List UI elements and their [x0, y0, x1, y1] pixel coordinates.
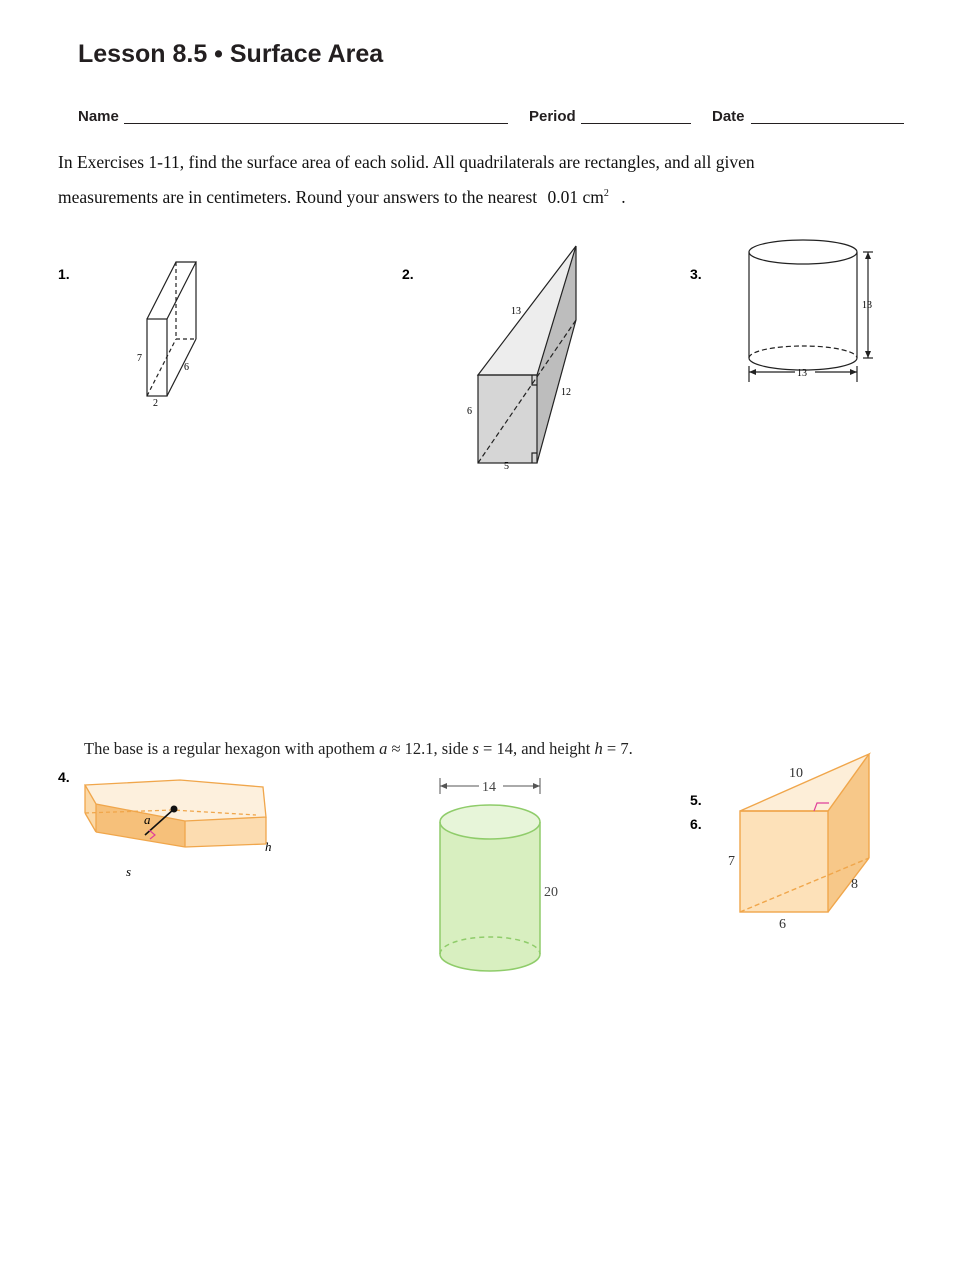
note-var-s: s: [472, 739, 479, 758]
fig3-height-label: 13: [862, 300, 872, 311]
fig6-depth-label: 8: [851, 877, 858, 892]
fig2-slant-label: 13: [511, 306, 521, 317]
note-post2: = 14, and height: [483, 739, 591, 758]
fig6-height-label: 7: [728, 854, 735, 869]
exercise-1-number: 1.: [58, 266, 70, 282]
instructions-line-2: [58, 187, 626, 208]
period-field[interactable]: [581, 123, 691, 124]
note-var-h: h: [594, 739, 603, 758]
date-field[interactable]: [751, 123, 904, 124]
name-label: Name: [78, 108, 119, 125]
figure-4-hexagonal-prism: [80, 775, 285, 890]
instructions-text: measurements are in centimeters. Round your answers to the nearest: [58, 187, 538, 207]
fig1-height-label: 7: [137, 353, 142, 364]
precision-value: 0.01 cm: [547, 187, 604, 207]
figure-6-triangular-prism: [720, 748, 880, 933]
fig1-depth-label: 6: [184, 362, 189, 373]
fig3-diameter-label: 13: [797, 368, 807, 379]
exercise-4-number: 4.: [58, 769, 70, 785]
fig5-diameter-label: 14: [482, 780, 496, 795]
note-pre: The base is a regular hexagon with apothem: [84, 739, 375, 758]
fig4-side-label: s: [126, 864, 132, 879]
instructions-period: .: [621, 187, 626, 207]
figure-5-cylinder: [432, 772, 572, 987]
figure-3-cylinder: [740, 235, 880, 390]
note-post: ≈ 12.1, side: [391, 739, 469, 758]
fig2-leg-label: 12: [561, 387, 571, 398]
date-label: Date: [712, 108, 745, 125]
precision-exponent: 2: [603, 188, 609, 200]
exercise-5-number: 5.: [690, 792, 702, 808]
period-label: Period: [529, 108, 576, 125]
fig4-apothem-label: a: [144, 812, 151, 827]
instructions-line-1: In Exercises 1-11, find the surface area of each solid. All quadrilaterals are rectangles, and all given: [58, 152, 755, 172]
exercise-6-number: 6.: [690, 816, 702, 832]
fig1-width-label: 2: [153, 398, 158, 409]
fig2-base-label: 5: [504, 461, 509, 472]
page-title: Lesson 8.5 • Surface Area: [78, 40, 384, 68]
exercise-2-number: 2.: [402, 266, 414, 282]
note-var-a: a: [379, 739, 388, 758]
fig5-height-label: 20: [544, 885, 558, 900]
note-end: = 7.: [606, 739, 633, 758]
figure-2-triangular-prism: [460, 240, 590, 475]
name-field[interactable]: [124, 123, 508, 124]
fig2-height-label: 6: [467, 406, 472, 417]
exercise-4-note: [84, 739, 633, 759]
fig4-height-label: h: [265, 839, 272, 854]
figure-1-rectangular-prism: [130, 255, 220, 415]
fig6-width-label: 6: [779, 917, 786, 932]
exercise-3-number: 3.: [690, 266, 702, 282]
fig6-top-label: 10: [789, 766, 803, 781]
